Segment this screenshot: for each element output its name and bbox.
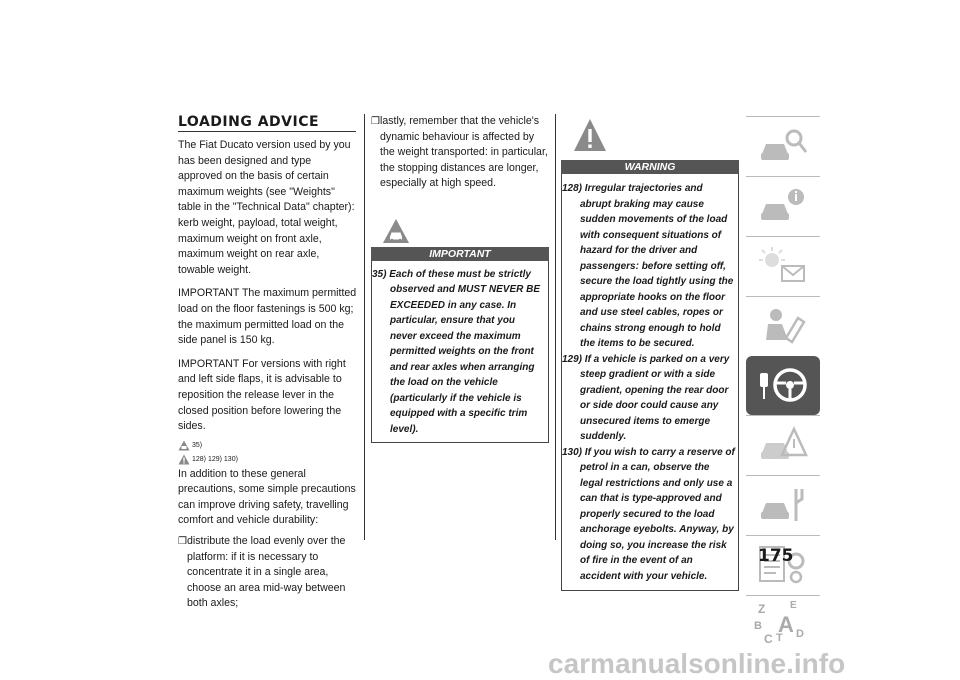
important-flaps-paragraph: IMPORTANT For versions with right and left side flaps, it is advisable to reposition the release lever in the closed position before lowering the sides.: [178, 357, 346, 433]
column-divider: [555, 114, 556, 540]
car-caution-icon: [382, 218, 410, 244]
warning-note-129: 129) If a vehicle is parked on a very steep gradient or with a side gradient, opening the rear door or side door could cause any unsecured items to emerge suddenly.: [562, 353, 730, 442]
important-notice-box: [371, 261, 549, 444]
car-info-icon: [758, 186, 808, 226]
warning-notice-box: [561, 174, 739, 591]
chapter-tab-safety[interactable]: [746, 296, 820, 356]
chapter-tab-emergency[interactable]: [746, 415, 820, 475]
warning-notice-title: WARNING: [561, 160, 739, 174]
important-reference: [178, 440, 358, 451]
chapter-tab-getting-to-know[interactable]: [746, 176, 820, 236]
key-steering-wheel-icon: [758, 365, 808, 405]
chapter-tab-knowing-vehicle[interactable]: [746, 116, 820, 176]
reference-35: 35): [192, 441, 203, 449]
chapter-tab-warning-lights[interactable]: [746, 236, 820, 296]
list-item: [178, 534, 358, 612]
bullet-dynamic-behaviour: lastly, remember that the vehicle's dynamic behaviour is affected by the weight transported: in particular, the stopping distances are longer, especially at high speed.: [380, 115, 548, 190]
chapter-tab-starting-driving[interactable]: [746, 356, 820, 415]
chapter-tabs: [746, 116, 820, 655]
list-item: [371, 114, 549, 192]
bullet-distribute-load: distribute the load evenly over the platform: if it is necessary to concentrate it in a single area, choose an area mid-way between both axles;: [187, 535, 346, 610]
car-search-icon: [758, 126, 808, 166]
section-heading: LOADING ADVICE: [178, 114, 356, 132]
right-column: [561, 118, 739, 591]
car-tools-icon: [758, 485, 808, 525]
column-divider: [364, 114, 365, 540]
warning-reference: [178, 454, 358, 465]
warning-triangle-icon: [178, 454, 190, 465]
reference-128-130: 128) 129) 130): [192, 455, 238, 463]
precautions-paragraph: In addition to these general precautions, some simple precautions can improve driving safety, travelling comfort and vehicle durability:: [178, 467, 356, 527]
person-seat-icon: [758, 306, 808, 346]
important-floor-paragraph: IMPORTANT The maximum permitted load on the floor fastenings is 500 kg; the maximum permitted load on the side panel is 150 kg.: [178, 287, 357, 347]
left-column: [178, 114, 358, 612]
warning-lights-icon: [758, 246, 808, 286]
important-note-35: 35) Each of these must be strictly observed and MUST NEVER BE EXCEEDED in any case. In particular, ensure that you never exceed the maximum permitted weights on the front and rear axles when arranging the load on the vehicle (particularly if the vehicle is equipped with a specific trim level).: [372, 268, 541, 435]
intro-paragraph: The Fiat Ducato version used by you has been designed and type approved on the basis of certain maximum weights (see "Weights" table in the "Technical Data" chapter): kerb weight, payload, total weight, maximum weight on front axle, maximum weight on rear axle, towable weight.: [178, 139, 355, 276]
alphabet-index-icon: Z E B A C T D: [754, 600, 804, 646]
site-watermark: carmanualsonline.info: [548, 648, 846, 679]
checkbox-bullet-icon: ❒: [178, 536, 187, 548]
car-emergency-icon: [758, 425, 808, 465]
warning-triangle-icon: [573, 118, 607, 152]
page-number: 175: [758, 546, 794, 566]
important-notice-title: IMPORTANT: [371, 247, 549, 261]
middle-column: [371, 114, 549, 443]
warning-note-128: 128) Irregular trajectories and abrupt braking may cause sudden movements of the load with consequent situations of hazard for the driver and passengers: before setting off, secure the load tightly using the appropriate hooks on the floor and use steel cables, ropes or chains strong enough to hold the items to be secured.: [562, 183, 734, 349]
checkbox-bullet-icon: ❒: [371, 116, 380, 127]
car-caution-icon: [178, 440, 190, 451]
chapter-tab-maintenance[interactable]: [746, 475, 820, 535]
warning-note-130: 130) If you wish to carry a reserve of petrol in a can, observe the legal restrictions and only use a can that is type-approved and properly secured to the load anchorage eyebolts. Anyway, by doing so, you increase the risk of fire in the event of an accident with your vehicle.: [562, 446, 735, 582]
chapter-tab-index[interactable]: [746, 595, 820, 655]
